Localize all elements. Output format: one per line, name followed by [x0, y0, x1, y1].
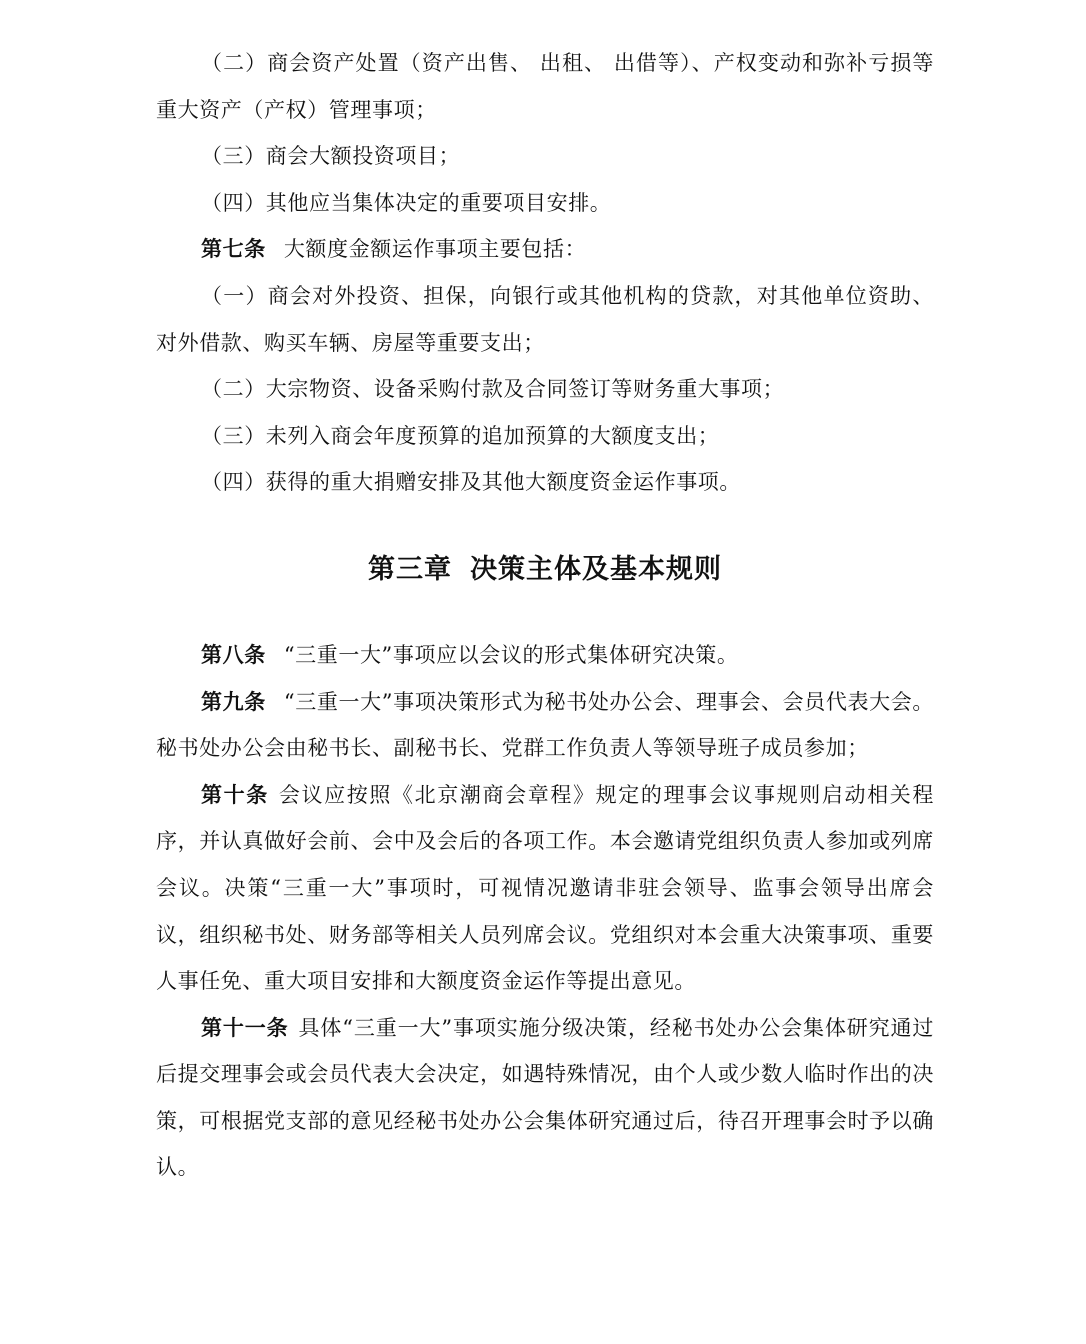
article-10	[156, 772, 934, 1005]
article-11	[156, 1005, 934, 1191]
article-9-label: 第九条	[201, 689, 266, 714]
article-7	[156, 226, 934, 273]
article-10-label: 第十条	[201, 782, 269, 807]
article-7-item-2: （二）大宗物资、设备采购付款及合同签订等财务重大事项；	[201, 377, 785, 402]
paragraph-item-2-asset-disposal: （二）商会资产处置（资产出售、 出租、 出借等）、产权变动和弥补亏损等重大资产（产权）管理事项；	[156, 51, 934, 122]
chapter-heading	[156, 550, 934, 590]
article-11-text: 具体“三重一大”事项实施分级决策，经秘书处办公会集体研究通过后提交理事会或会员代表大会决定，如遇特殊情况，由个人或少数人临时作出的决策，可根据党支部的意见经秘书处办公会集体研究通过后，待召开理事会时予以确认。	[156, 1015, 934, 1180]
article-9	[156, 679, 934, 772]
chapter-number: 第三章	[368, 553, 452, 585]
paragraph-item-3-investment: （三）商会大额投资项目；	[201, 144, 461, 169]
article-7-item-3: （三）未列入商会年度预算的追加预算的大额度支出；	[201, 423, 720, 448]
paragraph-item-4-other-projects: （四）其他应当集体决定的重要项目安排。	[201, 190, 612, 215]
article-7-label: 第七条	[201, 237, 266, 262]
article-8-text: “三重一大”事项应以会议的形式集体研究决策。	[283, 642, 739, 667]
chapter-title: 决策主体及基本规则	[470, 553, 722, 585]
article-7-item-4: （四）获得的重大捐赠安排及其他大额度资金运作事项。	[201, 470, 741, 495]
document-page	[156, 40, 934, 1191]
article-8-label: 第八条	[201, 642, 266, 667]
article-11-label: 第十一条	[201, 1015, 289, 1040]
article-10-text: 会议应按照《北京潮商会章程》规定的理事会议事规则启动相关程序，并认真做好会前、会中及会后的各项工作。本会邀请党组织负责人参加或列席会议。决策“三重一大”事项时，可视情况邀请非驻会领导、监事会领导出席会议，组织秘书处、财务部等相关人员列席会议。党组织对本会重大决策事项、重要人事任免、重大项目安排和大额度资金运作等提出意见。	[156, 782, 934, 994]
article-7-text: 大额度金额运作事项主要包括：	[283, 237, 587, 262]
article-8	[156, 632, 934, 679]
article-7-item-1: （一）商会对外投资、担保，向银行或其他机构的贷款，对其他单位资助、对外借款、购买车辆、房屋等重要支出；	[156, 283, 934, 355]
article-9-text: “三重一大”事项决策形式为秘书处办公会、理事会、会员代表大会。秘书处办公会由秘书长、副秘书长、党群工作负责人等领导班子成员参加；	[156, 689, 934, 761]
